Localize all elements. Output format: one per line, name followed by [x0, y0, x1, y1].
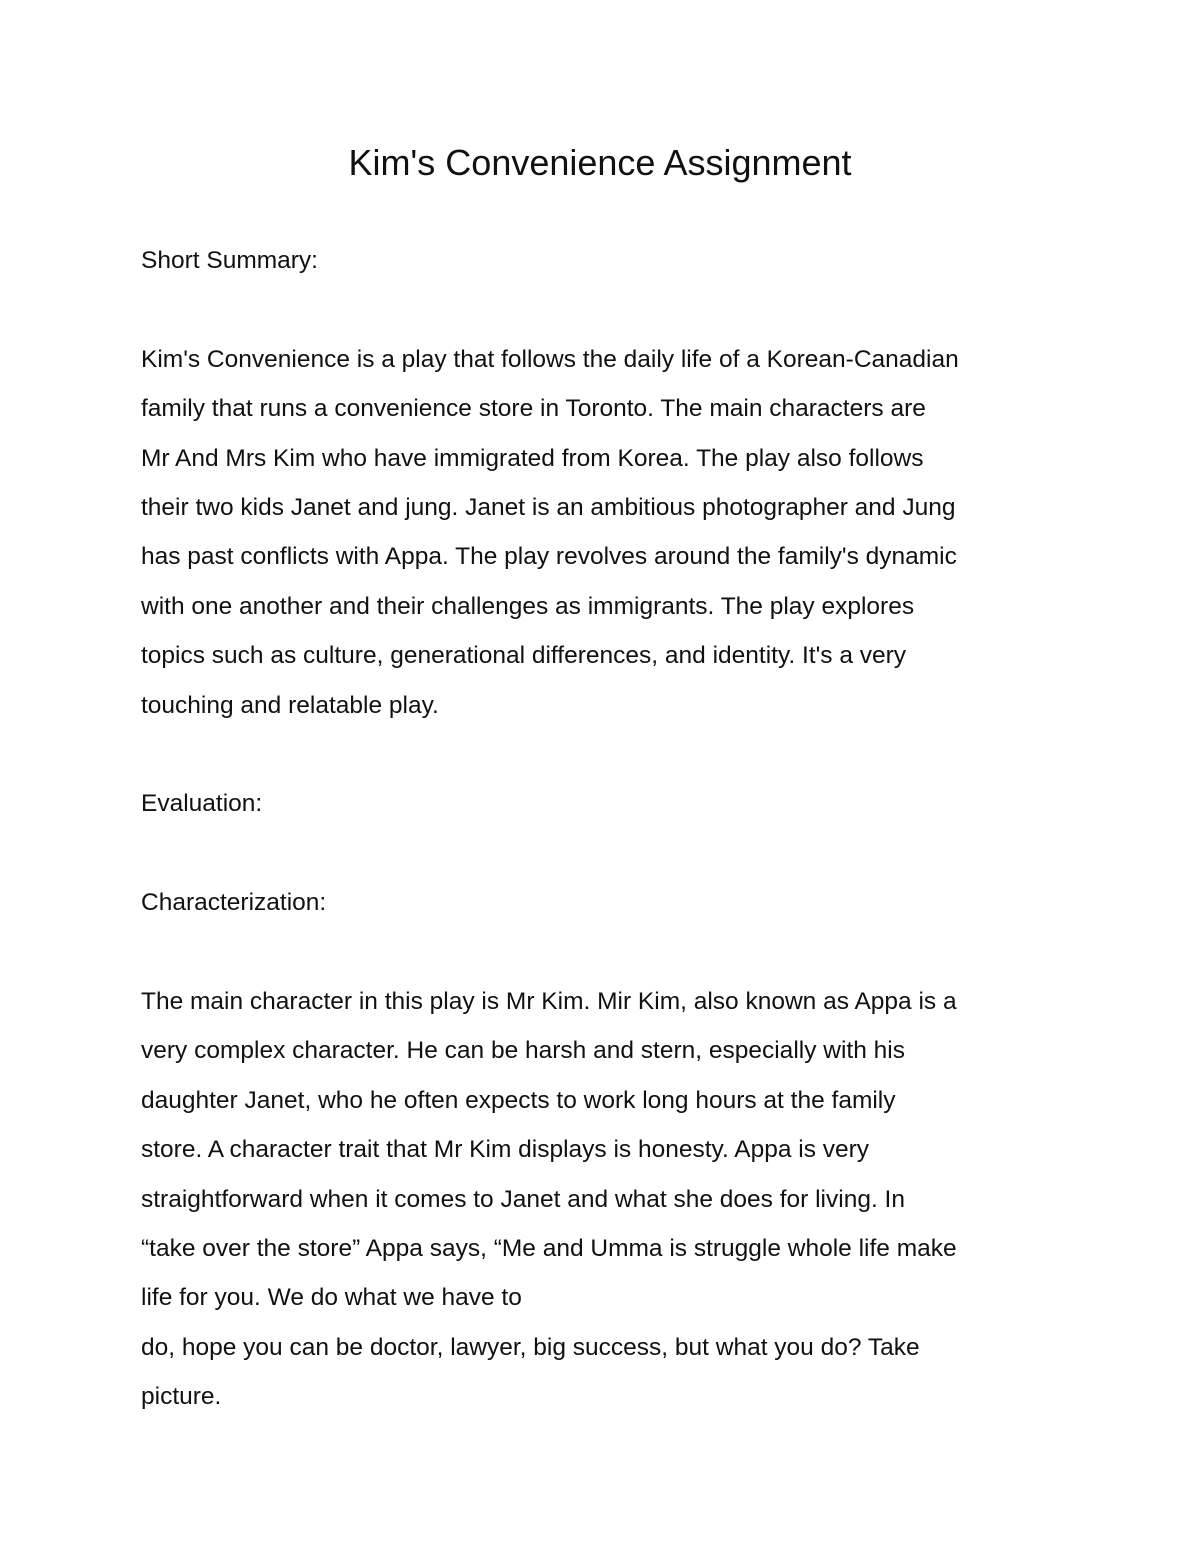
characterization-heading: Characterization:: [141, 889, 327, 917]
document-body: [141, 236, 1071, 1422]
characterization-line: “take over the store” Appa says, “Me and Umma is struggle whole life make: [141, 1235, 957, 1263]
characterization-line: do, hope you can be doctor, lawyer, big success, but what you do? Take: [141, 1333, 920, 1361]
evaluation-heading: Evaluation:: [141, 790, 263, 818]
summary-heading: Short Summary:: [141, 247, 318, 274]
paragraph-spacer: [141, 829, 1071, 878]
characterization-line: daughter Janet, who he often expects to work long hours at the family: [141, 1086, 896, 1114]
summary-line: topics such as culture, generational differences, and identity. It's a very: [141, 642, 907, 670]
summary-paragraph: [141, 335, 1071, 730]
summary-line: with one another and their challenges as immigrants. The play explores: [141, 592, 915, 620]
paragraph-spacer: [141, 285, 1071, 334]
characterization-line: very complex character. He can be harsh and stern, especially with his: [141, 1037, 905, 1065]
characterization-line: life for you. We do what we have to: [141, 1284, 522, 1312]
summary-line: their two kids Janet and jung. Janet is an ambitious photographer and Jung: [141, 494, 956, 522]
summary-line: Mr And Mrs Kim who have immigrated from Korea. The play also follows: [141, 444, 924, 472]
characterization-line: The main character in this play is Mr Kim. Mir Kim, also known as Appa is a: [141, 988, 957, 1016]
summary-line: has past conflicts with Appa. The play revolves around the family's dynamic: [141, 543, 957, 571]
paragraph-spacer: [141, 730, 1071, 779]
summary-line: touching and relatable play.: [141, 691, 439, 719]
characterization-line: straightforward when it comes to Janet and what she does for living. In: [141, 1185, 905, 1213]
summary-line: family that runs a convenience store in Toronto. The main characters are: [141, 395, 926, 423]
document-title: Kim's Convenience Assignment: [348, 142, 852, 183]
paragraph-spacer: [141, 928, 1071, 977]
characterization-paragraph: [141, 977, 1071, 1422]
characterization-line: picture.: [141, 1383, 222, 1411]
summary-line: Kim's Convenience is a play that follows the daily life of a Korean-Canadian: [141, 345, 959, 373]
characterization-line: store. A character trait that Mr Kim displays is honesty. Appa is very: [141, 1136, 870, 1164]
